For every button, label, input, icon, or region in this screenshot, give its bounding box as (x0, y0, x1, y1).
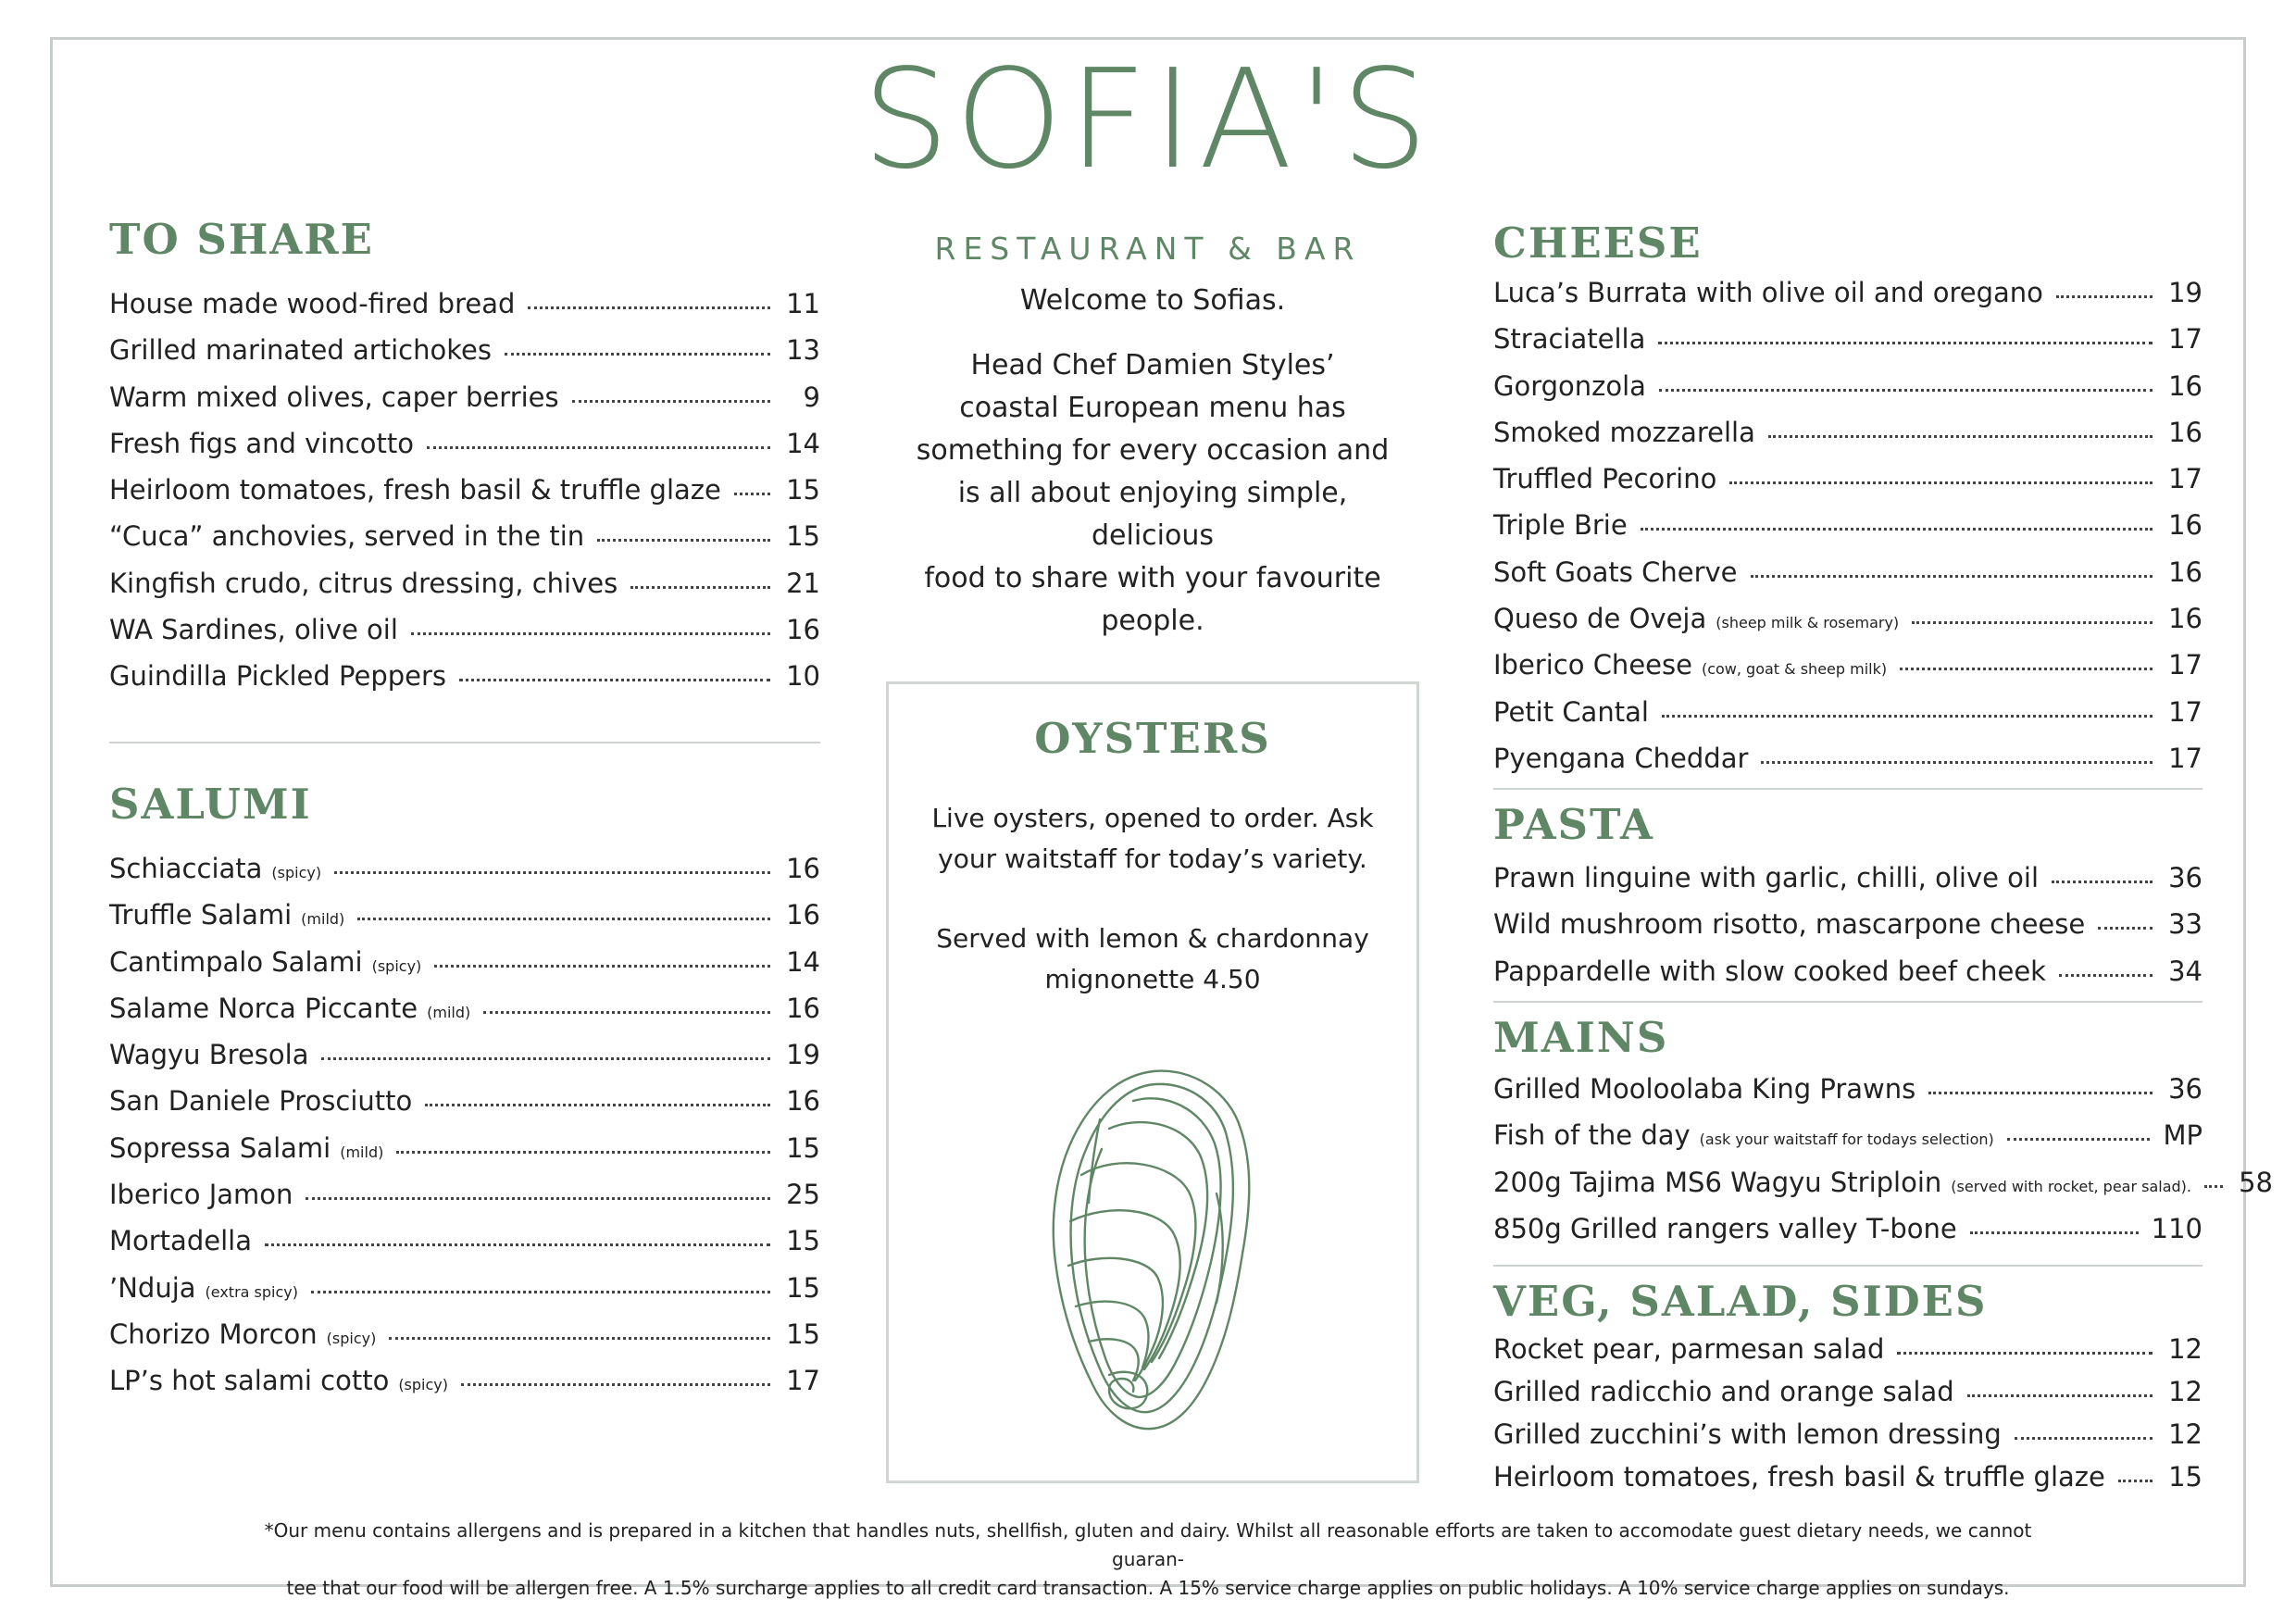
dot-leader (505, 353, 770, 356)
oysters-serving (889, 918, 1416, 1000)
dot-leader (2007, 1138, 2151, 1141)
menu-item-price: 16 (786, 614, 820, 646)
menu-item (1493, 1166, 2274, 1213)
menu-item (109, 520, 820, 567)
menu-item-name: Heirloom tomatoes, fresh basil & truffle glaze (1493, 1461, 2105, 1493)
divider (1493, 1001, 2202, 1003)
menu-item (109, 334, 820, 381)
menu-item-price: 17 (2168, 695, 2202, 728)
intro-line: is all about enjoying simple, delicious (957, 477, 1348, 552)
menu-item-name: Straciatella (1493, 323, 1646, 356)
menu-item (1493, 509, 2202, 556)
oysters-line: Live oysters, opened to order. Ask (931, 803, 1374, 833)
dot-leader (311, 1291, 770, 1293)
menu-item-price: 34 (2168, 955, 2202, 987)
menu-item (1493, 556, 2202, 603)
section-title: PASTA (1493, 800, 1654, 849)
menu-item-name: Soft Goats Cherve (1493, 556, 1738, 588)
dot-leader (1658, 342, 2152, 344)
menu-item-name: WA Sardines, olive oil (109, 614, 398, 646)
menu-item-price: 11 (786, 288, 820, 319)
brand-subtitle: RESTAURANT & BAR (934, 231, 1362, 267)
menu-item-name: Salame Norca Piccante (109, 992, 418, 1024)
menu-item (1493, 1418, 2202, 1461)
pasta-list (1493, 862, 2202, 1002)
dot-leader (321, 1057, 770, 1060)
menu-item (109, 1365, 820, 1411)
menu-item (1493, 696, 2202, 743)
divider (1493, 788, 2202, 790)
menu-item-note: (sheep milk & rosemary) (1716, 614, 1900, 632)
menu-item-price: 17 (786, 1365, 820, 1397)
menu-item-name: Chorizo Morcon (109, 1318, 318, 1350)
menu-item (1493, 956, 2202, 1002)
menu-item (109, 660, 820, 706)
menu-item-note: (spicy) (271, 864, 322, 881)
menu-item-note: (served with rocket, pear salad). (1951, 1177, 2192, 1195)
menu-item-name: Petit Cantal (1493, 695, 1649, 728)
dot-leader (357, 918, 770, 920)
dot-leader (1928, 1092, 2152, 1094)
menu-item (109, 946, 820, 993)
menu-item-name: 200g Tajima MS6 Wagyu Striploin (1493, 1166, 1942, 1198)
veg-list (1493, 1333, 2202, 1504)
menu-item-note: (extra spicy) (205, 1282, 298, 1301)
dot-leader (1659, 389, 2152, 392)
intro-text (907, 344, 1398, 643)
veg-section (1493, 1277, 2202, 1504)
menu-item-note: (spicy) (371, 956, 422, 975)
menu-item-name: Grilled marinated artichokes (109, 334, 492, 367)
menu-item-name: Warm mixed olives, caper berries (109, 381, 559, 413)
dot-leader (572, 400, 770, 403)
dot-leader (1641, 528, 2152, 531)
cheese-list (1493, 277, 2202, 789)
menu-item-price: 12 (2168, 1376, 2202, 1407)
allergen-disclaimer (231, 1517, 2065, 1603)
dot-leader (734, 493, 770, 495)
menu-item-price: 12 (2168, 1418, 2202, 1450)
menu-item (109, 1085, 820, 1131)
dot-leader (459, 679, 770, 681)
menu-item-price: 14 (786, 427, 820, 459)
menu-item-price: 15 (786, 474, 820, 506)
mains-section (1493, 1013, 2274, 1259)
menu-item (1493, 862, 2202, 908)
dot-leader (1768, 435, 2152, 438)
dot-leader (2015, 1437, 2152, 1440)
welcome-line: Welcome to Sofias. (1019, 284, 1286, 317)
menu-item-price: 19 (786, 1039, 820, 1071)
dot-leader (389, 1337, 770, 1340)
menu-item-name: Luca’s Burrata with olive oil and oregano (1493, 277, 2043, 308)
menu-item-price: 13 (786, 334, 820, 367)
menu-item (109, 1039, 820, 1085)
divider (109, 742, 820, 743)
menu-item-name: Grilled radicchio and orange salad (1493, 1376, 1954, 1407)
menu-item-name: Guindilla Pickled Peppers (109, 660, 447, 693)
menu-item-price: 10 (786, 660, 820, 693)
menu-item-name: Rocket pear, parmesan salad (1493, 1333, 1885, 1365)
menu-item-name: Cantimpalo Salami (109, 945, 363, 978)
menu-item-price: 16 (786, 1085, 820, 1118)
dot-leader (1970, 1231, 2139, 1234)
menu-item-price: 36 (2168, 862, 2202, 893)
menu-item (1493, 1376, 2202, 1418)
intro-line: Head Chef Damien Styles’ (970, 349, 1335, 381)
brand-logo: SOFIA'S (862, 40, 1434, 199)
menu-item-note: (mild) (301, 910, 345, 929)
menu-item-name: Grilled Mooloolaba King Prawns (1493, 1073, 1916, 1105)
oyster-illustration-icon (1044, 1064, 1267, 1434)
cheese-section (1493, 219, 2202, 789)
menu-item-name: Heirloom tomatoes, fresh basil & truffle glaze (109, 474, 721, 506)
section-title: TO SHARE (109, 215, 374, 264)
menu-item-name: Pappardelle with slow cooked beef cheek (1493, 955, 2046, 987)
menu-item-note: (mild) (427, 1003, 471, 1021)
dot-leader (1662, 715, 2152, 718)
dot-leader (2059, 974, 2152, 977)
dot-leader (396, 1151, 770, 1154)
menu-item (109, 1179, 820, 1225)
menu-item (1493, 1119, 2202, 1166)
menu-item (1493, 1333, 2202, 1376)
dot-leader (528, 306, 770, 309)
menu-item (109, 1318, 820, 1365)
menu-item-name: ’Nduja (109, 1271, 196, 1304)
menu-item-price: 16 (2168, 509, 2202, 542)
to-share-list (109, 288, 820, 707)
menu-item (1493, 908, 2202, 955)
dot-leader (1967, 1394, 2152, 1397)
menu-item-price: 16 (2168, 556, 2202, 588)
intro-line: food to share with your favourite (924, 562, 1381, 594)
menu-item-name: Prawn linguine with garlic, chilli, olive oil (1493, 862, 2040, 893)
menu-item-name: Sopressa Salami (109, 1131, 331, 1164)
dot-leader (411, 632, 770, 635)
menu-item-name: Pyengana Cheddar (1493, 742, 1749, 774)
menu-item-name: San Daniele Prosciutto (109, 1085, 413, 1118)
intro-line: coastal European menu has (959, 392, 1346, 424)
dot-leader (434, 965, 770, 968)
menu-item (1493, 1213, 2202, 1259)
oysters-line: Served with lemon & chardonnay (936, 923, 1369, 954)
menu-item (1493, 1073, 2202, 1119)
menu-item-price: 15 (786, 520, 820, 553)
menu-item (1493, 417, 2202, 463)
menu-item-name: Smoked mozzarella (1493, 416, 1755, 448)
menu-item-name: Fresh figs and vincotto (109, 427, 414, 459)
menu-item-price: 17 (2168, 742, 2202, 774)
menu-item (109, 899, 820, 945)
dot-leader (2052, 881, 2152, 883)
intro-line: something for every occasion and (916, 434, 1390, 467)
menu-item-price: 16 (2168, 369, 2202, 402)
menu-item (1493, 370, 2202, 417)
dot-leader (2204, 1185, 2223, 1188)
salumi-section (109, 780, 820, 1412)
menu-item (1493, 1461, 2202, 1504)
menu-item-name: Truffle Salami (109, 899, 293, 931)
oysters-line: your waitstaff for today’s variety. (938, 843, 1367, 874)
menu-item-price: 15 (786, 1271, 820, 1304)
disclaimer-line: tee that our food will be allergen free. A 1.5% surcharge applies to all credit card transaction. A 15% service charge applies on public holidays. A 10% service charge applies on sundays. (286, 1577, 2010, 1599)
to-share-section (109, 215, 820, 707)
pasta-section (1493, 800, 2202, 1002)
dot-leader (597, 539, 770, 542)
menu-item-price: 15 (786, 1131, 820, 1164)
menu-item-price: 15 (786, 1318, 820, 1350)
menu-item (1493, 323, 2202, 369)
mains-list (1493, 1073, 2274, 1259)
dot-leader (427, 446, 770, 449)
menu-item (109, 853, 820, 899)
menu-item-note: (mild) (340, 1143, 384, 1161)
dot-leader (334, 871, 770, 874)
menu-item (109, 568, 820, 614)
menu-item-note: (spicy) (326, 1329, 377, 1347)
dot-leader (461, 1383, 770, 1386)
menu-item (109, 381, 820, 428)
menu-item-price: 9 (803, 381, 820, 413)
dot-leader (1912, 621, 2152, 624)
menu-item-price: 16 (2168, 416, 2202, 448)
menu-item (109, 1132, 820, 1179)
dot-leader (630, 586, 770, 589)
menu-item-name: Grilled zucchini’s with lemon dressing (1493, 1418, 2002, 1450)
menu-item-name: Gorgonzola (1493, 369, 1646, 402)
welcome-intro (907, 280, 1398, 643)
menu-item-price: 14 (786, 945, 820, 978)
menu-item-price: 21 (786, 567, 820, 599)
menu-item-price: MP (2163, 1119, 2202, 1152)
salumi-list (109, 853, 820, 1412)
menu-item (109, 614, 820, 660)
dot-leader (425, 1104, 770, 1106)
menu-item-price: 33 (2168, 908, 2202, 941)
menu-item (109, 474, 820, 520)
section-title: VEG, SALAD, SIDES (1493, 1277, 1988, 1326)
menu-item-name: Triple Brie (1493, 509, 1628, 542)
menu-item (1493, 603, 2202, 649)
dot-leader (2056, 295, 2152, 298)
menu-item-note: (ask your waitstaff for todays selection) (1699, 1131, 1994, 1149)
menu-item (109, 1225, 820, 1271)
menu-item-price: 16 (786, 853, 820, 884)
intro-line: people. (1101, 605, 1204, 637)
menu-item-price: 16 (786, 899, 820, 931)
menu-item-price: 17 (2168, 649, 2202, 681)
menu-item-name: Iberico Jamon (109, 1179, 293, 1211)
dot-leader (2098, 927, 2152, 930)
menu-item-price: 36 (2168, 1073, 2202, 1105)
section-title: OYSTERS (1034, 714, 1271, 763)
menu-item-price: 19 (2168, 277, 2202, 308)
menu-item-name: Fish of the day (1493, 1119, 1691, 1152)
menu-item-name: Wild mushroom risotto, mascarpone cheese (1493, 908, 2086, 941)
divider (1493, 1265, 2202, 1267)
menu-item-name: Iberico Cheese (1493, 649, 1692, 681)
dot-leader (1761, 761, 2152, 764)
menu-item-name: Queso de Oveja (1493, 603, 1707, 635)
menu-item (109, 1272, 820, 1318)
menu-item-price: 58 (2239, 1166, 2274, 1198)
menu-item-name: LP’s hot salami cotto (109, 1365, 390, 1397)
menu-item (1493, 463, 2202, 509)
dot-leader (1900, 668, 2152, 670)
menu-item-price: 15 (2168, 1461, 2202, 1493)
menu-item (1493, 743, 2202, 789)
menu-item-name: Mortadella (109, 1225, 252, 1257)
dot-leader (265, 1243, 770, 1246)
menu-item (1493, 277, 2202, 323)
oysters-description (889, 798, 1416, 880)
oysters-line: mignonette 4.50 (1044, 964, 1261, 994)
disclaimer-line: *Our menu contains allergens and is prepared in a kitchen that handles nuts, shellfish, gluten and dairy. Whilst all reasonable efforts are taken to accomodate guest dietary needs, we cannot guaran- (264, 1519, 2032, 1570)
menu-item-price: 15 (786, 1225, 820, 1257)
menu-item (109, 993, 820, 1039)
menu-item-price: 25 (786, 1179, 820, 1211)
dot-leader (1729, 481, 2152, 484)
dot-leader (306, 1197, 770, 1200)
menu-item-note: (cow, goat & sheep milk) (1701, 660, 1888, 679)
menu-item-name: Schiacciata (109, 853, 263, 884)
menu-item-name: Truffled Pecorino (1493, 463, 1717, 495)
menu-item-price: 16 (2168, 603, 2202, 635)
menu-item-name: 850g Grilled rangers valley T-bone (1493, 1212, 1957, 1244)
oysters-box (886, 681, 1419, 1483)
menu-item-name: House made wood-fired bread (109, 288, 516, 319)
menu-item-price: 110 (2151, 1212, 2202, 1244)
menu-item-name: Kingfish crudo, citrus dressing, chives (109, 567, 618, 599)
menu-item-price: 17 (2168, 463, 2202, 495)
menu-item-price: 17 (2168, 323, 2202, 356)
menu-item-note: (spicy) (398, 1376, 448, 1394)
section-title: MAINS (1493, 1013, 1669, 1062)
menu-item (1493, 649, 2202, 695)
menu-item-name: Wagyu Bresola (109, 1039, 309, 1071)
menu-item (109, 428, 820, 474)
menu-item-price: 12 (2168, 1333, 2202, 1365)
menu-item (109, 288, 820, 334)
section-title: CHEESE (1493, 219, 1703, 268)
section-title: SALUMI (109, 780, 312, 829)
dot-leader (2118, 1480, 2152, 1482)
dot-leader (1751, 575, 2152, 578)
menu-item-name: “Cuca” anchovies, served in the tin (109, 520, 585, 553)
dot-leader (1897, 1352, 2152, 1355)
menu-item-price: 16 (786, 992, 820, 1024)
dot-leader (483, 1011, 770, 1014)
